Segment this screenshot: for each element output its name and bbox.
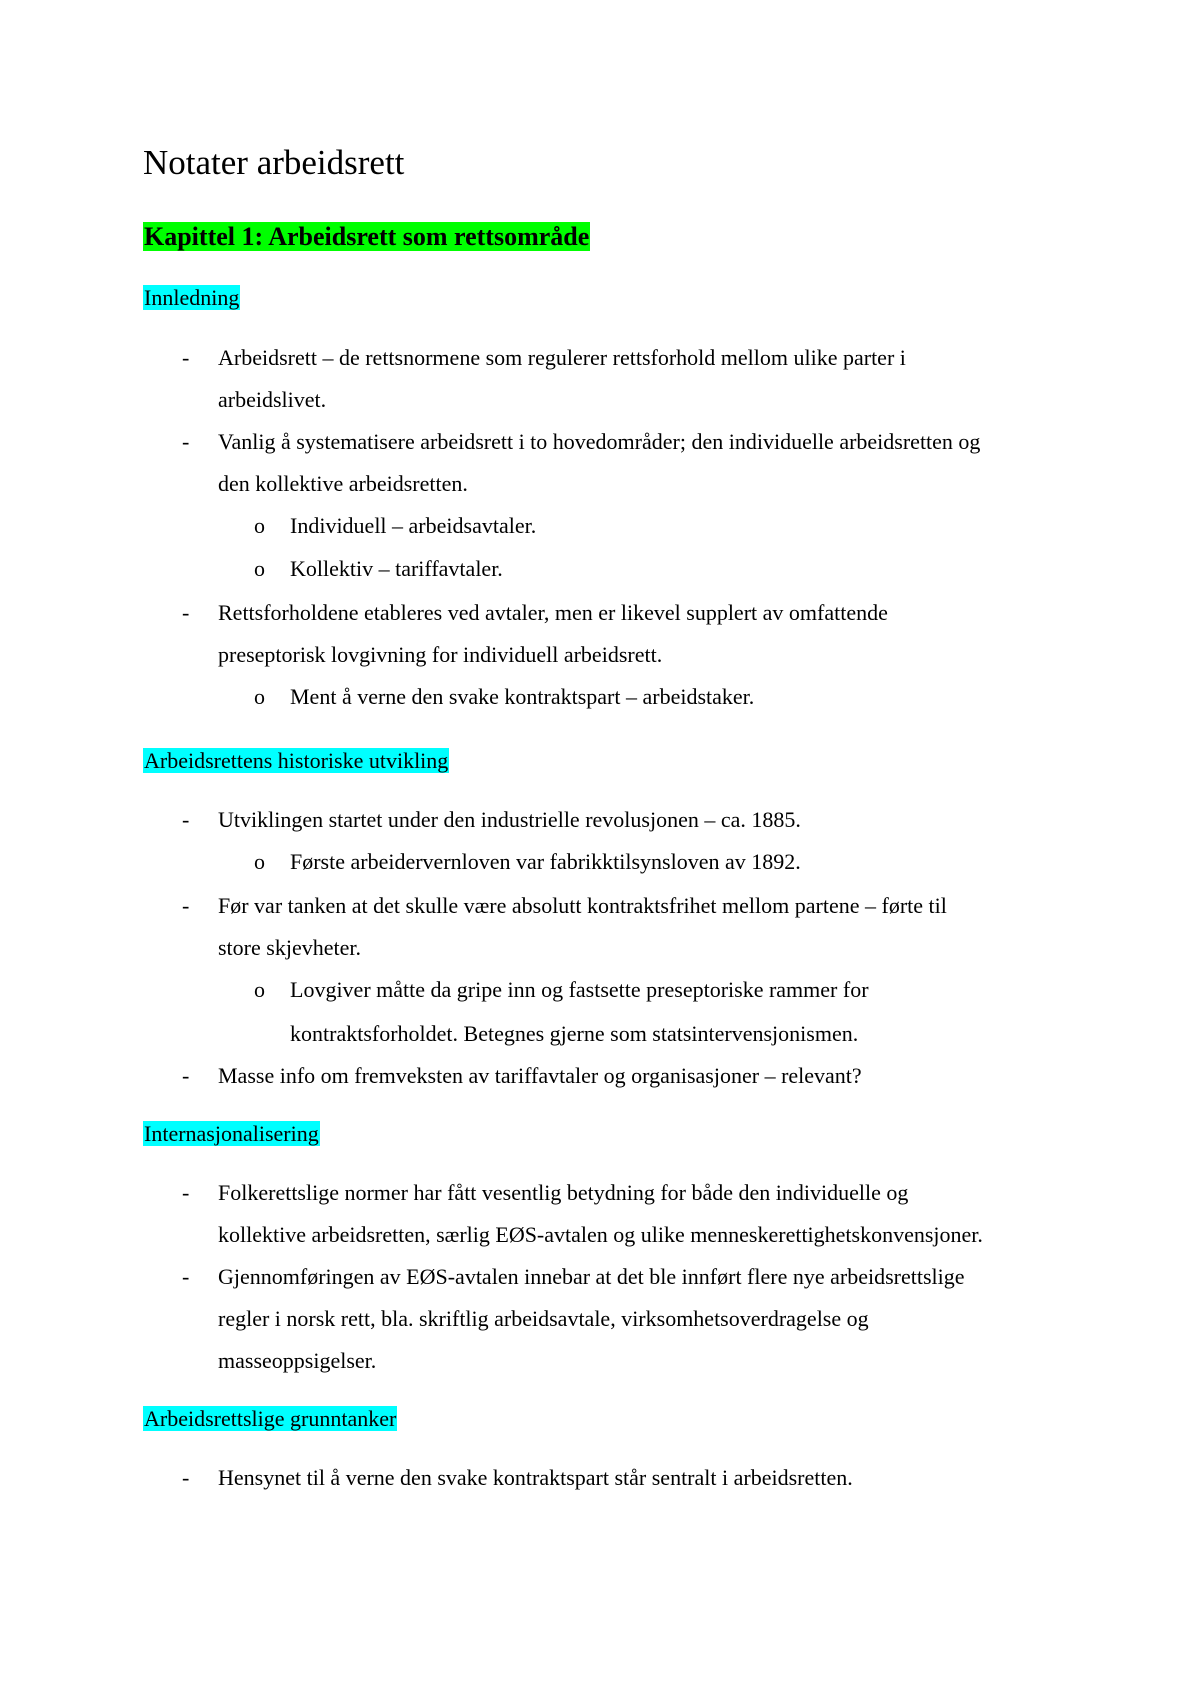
list-item-line: Masse info om fremveksten av tariffavtaler og organisasjoner – relevant? (218, 1063, 862, 1088)
circle-bullet: o (254, 977, 265, 1002)
section-heading-text: Arbeidsrettslige grunntanker (144, 1406, 397, 1431)
list-item-line: Utviklingen startet under den industrielle revolusjonen – ca. 1885. (218, 807, 801, 832)
section-heading-historiske-utvikling (143, 745, 449, 777)
list-item-line: store skjevheter. (218, 935, 361, 960)
list-item-line: masseoppsigelser. (218, 1348, 377, 1373)
sub-list-item-line: kontraktsforholdet. Betegnes gjerne som statsintervensjonismen. (290, 1021, 859, 1046)
dash-bullet: - (182, 807, 190, 832)
circle-bullet: o (254, 556, 265, 581)
chapter-heading (143, 219, 590, 255)
list-item-line: Gjennomføringen av EØS-avtalen innebar at det ble innført flere nye arbeidsrettslige (218, 1264, 965, 1289)
list-item-line: preseptorisk lovgivning for individuell arbeidsrett. (218, 642, 663, 667)
list-item-line: Folkerettslige normer har fått vesentlig betydning for både den individuelle og (218, 1180, 909, 1205)
dash-bullet: - (182, 429, 190, 454)
sub-list-item-line: Kollektiv – tariffavtaler. (290, 556, 503, 581)
dash-bullet: - (182, 1264, 190, 1289)
list-item-line: Vanlig å systematisere arbeidsrett i to hovedområder; den individuelle arbeidsretten og (218, 429, 981, 454)
section-heading-text: Arbeidsrettens historiske utvikling (144, 748, 449, 773)
list-item-line: den kollektive arbeidsretten. (218, 471, 468, 496)
dash-bullet: - (182, 1465, 190, 1490)
section-heading-text: Internasjonalisering (144, 1121, 319, 1146)
sub-list-item-line: Første arbeidervernloven var fabrikktilsynsloven av 1892. (290, 849, 801, 874)
document-title: Notater arbeidsrett (143, 143, 405, 182)
dash-bullet: - (182, 1180, 190, 1205)
dash-bullet: - (182, 345, 190, 370)
dash-bullet: - (182, 893, 190, 918)
circle-bullet: o (254, 513, 265, 538)
list-item-line: Arbeidsrett – de rettsnormene som regulerer rettsforhold mellom ulike parter i (218, 345, 906, 370)
list-item-line: arbeidslivet. (218, 387, 327, 412)
section-heading-internasjonalisering (143, 1118, 320, 1150)
section-heading-text: Innledning (144, 285, 240, 310)
circle-bullet: o (254, 684, 265, 709)
list-item-line: Hensynet til å verne den svake kontraktspart står sentralt i arbeidsretten. (218, 1465, 853, 1490)
sub-list-item-line: Ment å verne den svake kontraktspart – arbeidstaker. (290, 684, 755, 709)
dash-bullet: - (182, 600, 190, 625)
sub-list-item-line: Lovgiver måtte da gripe inn og fastsette preseptoriske rammer for (290, 977, 869, 1002)
section-heading-grunntanker (143, 1403, 397, 1435)
list-item-line: Før var tanken at det skulle være absolutt kontraktsfrihet mellom partene – førte til (218, 893, 947, 918)
chapter-heading-text: Kapittel 1: Arbeidsrett som rettsområde (144, 222, 590, 251)
list-item-line: regler i norsk rett, bla. skriftlig arbeidsavtale, virksomhetsoverdragelse og (218, 1306, 869, 1331)
section-heading-innledning (143, 282, 240, 314)
circle-bullet: o (254, 849, 265, 874)
sub-list-item-line: Individuell – arbeidsavtaler. (290, 513, 537, 538)
list-item-line: kollektive arbeidsretten, særlig EØS-avtalen og ulike menneskerettighetskonvensjoner. (218, 1222, 983, 1247)
list-item-line: Rettsforholdene etableres ved avtaler, men er likevel supplert av omfattende (218, 600, 888, 625)
dash-bullet: - (182, 1063, 190, 1088)
